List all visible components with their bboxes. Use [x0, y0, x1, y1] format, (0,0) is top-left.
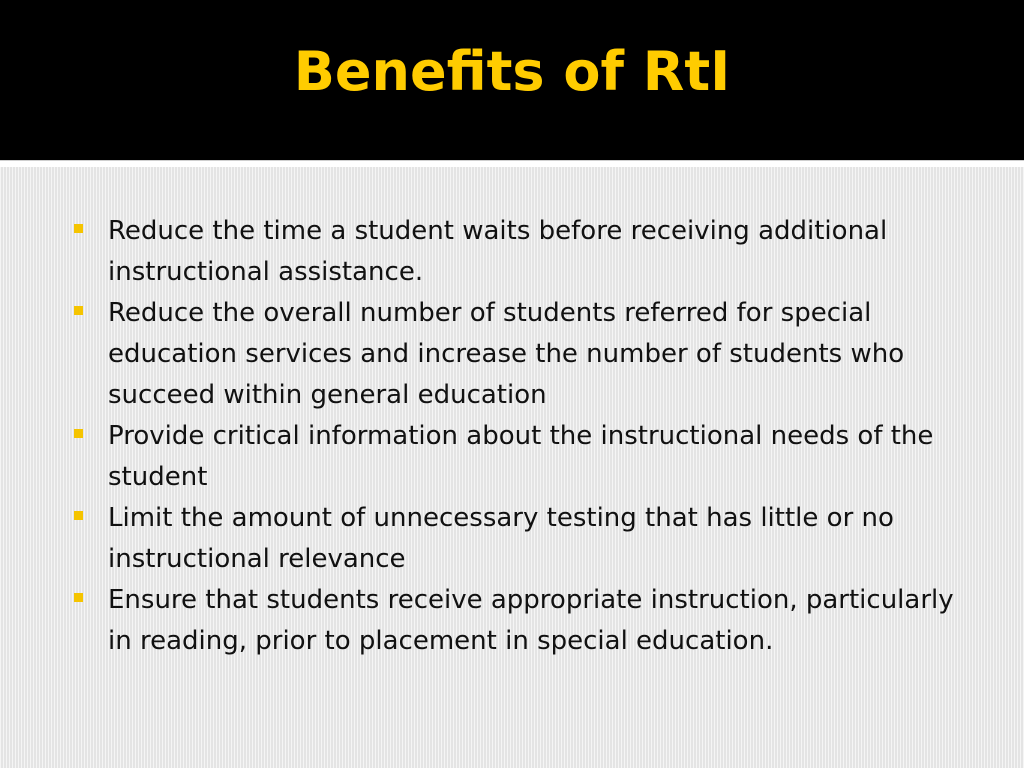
bullet-text: Reduce the overall number of students referred for special education services and increase the number of students who succeed within general education	[108, 298, 905, 410]
bullet-text: Ensure that students receive appropriate instruction, particularly in reading, prior to placement in special education.	[108, 585, 954, 656]
title-bar	[0, 0, 1024, 160]
title-divider	[0, 160, 1024, 167]
bullet-list	[72, 211, 972, 662]
bullet-text: Reduce the time a student waits before receiving additional instructional assistance.	[108, 216, 888, 287]
bullet-item	[72, 498, 972, 580]
bullet-item	[72, 211, 972, 293]
square-bullet-icon	[74, 593, 83, 602]
bullet-item	[72, 293, 972, 416]
square-bullet-icon	[74, 224, 83, 233]
bullet-item	[72, 580, 972, 662]
square-bullet-icon	[74, 429, 83, 438]
square-bullet-icon	[74, 306, 83, 315]
square-bullet-icon	[74, 511, 83, 520]
bullet-item	[72, 416, 972, 498]
bullet-text: Limit the amount of unnecessary testing that has little or no instructional relevance	[108, 503, 894, 574]
content-area	[0, 167, 1024, 768]
bullet-text: Provide critical information about the instructional needs of the student	[108, 421, 934, 492]
slide-title: Benefits of RtI	[293, 39, 731, 103]
